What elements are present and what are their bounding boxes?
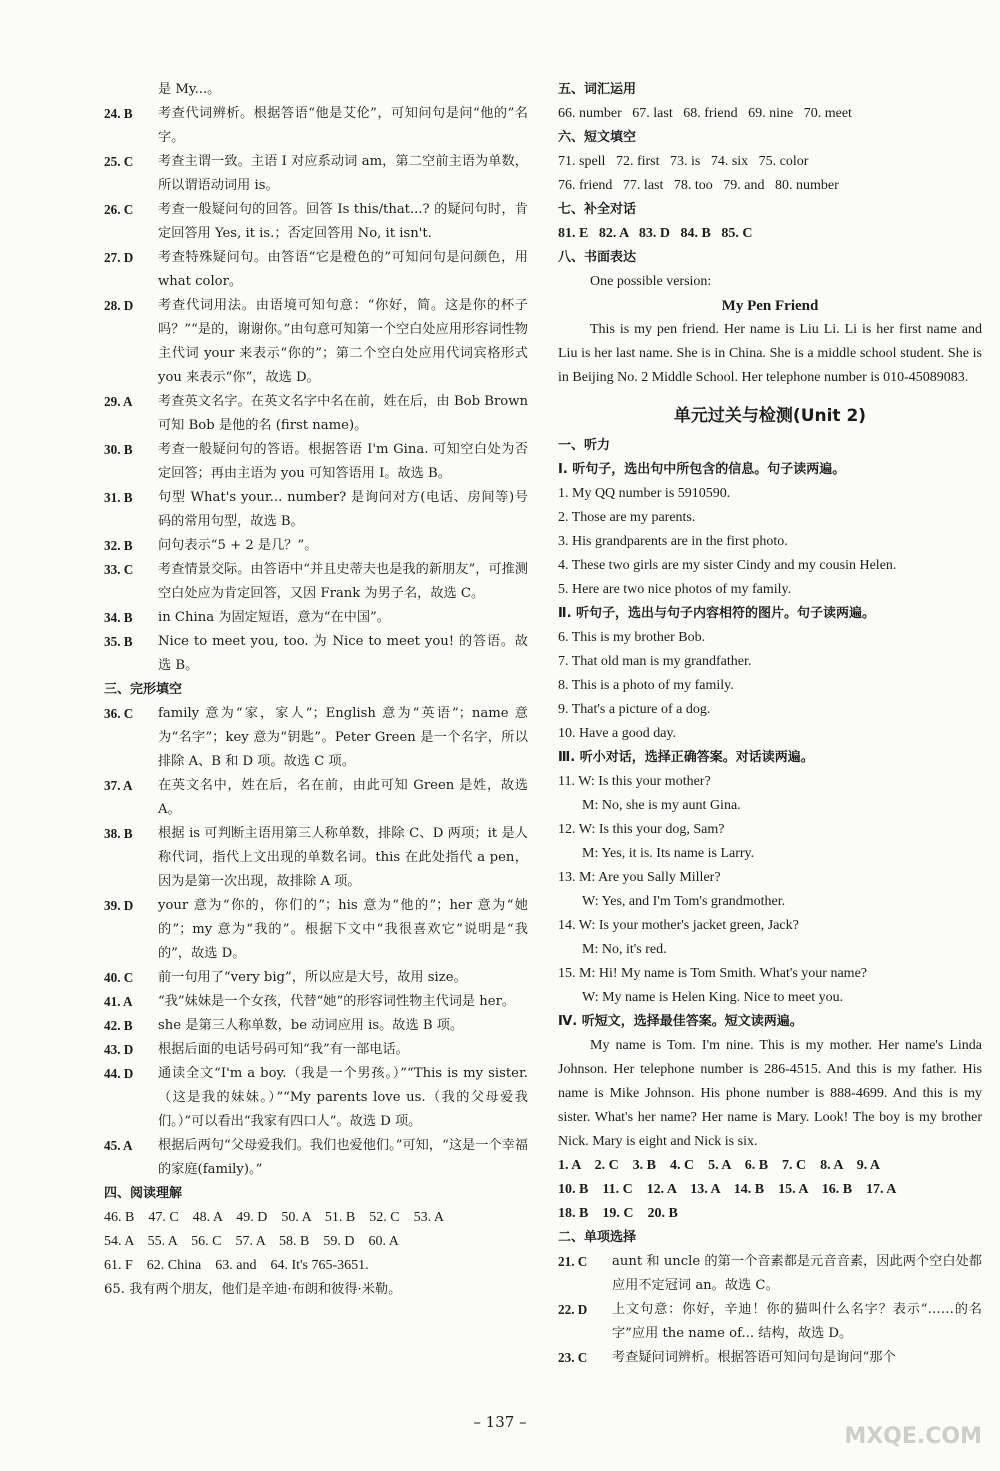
answer-item xyxy=(104,438,528,486)
answer-item xyxy=(104,1038,528,1062)
listening-line: 6. This is my brother Bob. xyxy=(558,630,706,645)
item-explanation: 考查主谓一致。主语 I 对应系动词 am，第二空前主语为单数，所以谓语动词用 is。 xyxy=(158,154,528,193)
answer-item xyxy=(104,78,528,102)
answer-item xyxy=(104,558,528,606)
answer-item xyxy=(104,894,528,966)
answer-item xyxy=(104,630,528,678)
section-heading: Ⅱ. 听句子，选出与句子内容相符的图片。句子读两遍。 xyxy=(558,606,876,621)
listening-line: 1. My QQ number is 5910590. xyxy=(558,486,731,501)
answer-item xyxy=(104,150,528,198)
item-explanation: “我”妹妹是一个女孩，代替“她”的形容词性物主代词是 her。 xyxy=(158,994,516,1009)
answer-item xyxy=(104,606,528,630)
listening-line: 2. Those are my parents. xyxy=(558,510,696,525)
item-explanation: your 意为“你的，你们的”；his 意为“他的”；her 意为“她的”；my 意为“我的”。根据下文中“我很喜欢它”说明是“我的”，故选 D。 xyxy=(158,898,528,961)
item-explanation: 根据后面的电话号码可知“我”有一部电话。 xyxy=(158,1042,409,1057)
section-heading: 四、阅读理解 xyxy=(104,1186,183,1201)
answer-item xyxy=(558,1346,982,1370)
item-number: 39. D xyxy=(104,898,134,913)
item-explanation: family 意为“家，家人”；English 意为“英语”；name 意为“名字”；key 意为“钥匙”。Peter Green 是一个名字，所以排除 A、B 和 D 项。故选 C 项。 xyxy=(158,706,528,769)
listening-line: 3. His grandparents are in the first photo. xyxy=(558,534,788,549)
answer-row: 1. A 2. C 3. B 4. C 5. A 6. B 7. C 8. A 9. A xyxy=(558,1158,881,1173)
item-number: 32. B xyxy=(104,538,133,553)
listening-line: 11. W: Is this your mother? xyxy=(558,774,711,789)
item-explanation: 前一句用了“very big”，所以应是大号，故用 size。 xyxy=(158,970,467,985)
listening-line: 7. That old man is my grandfather. xyxy=(558,654,752,669)
item-number xyxy=(104,78,158,102)
answer-item xyxy=(104,1134,528,1182)
item-number: 24. B xyxy=(104,106,133,121)
dialogue-line: M: Yes, it is. Its name is Larry. xyxy=(582,846,755,861)
dialogue-line: W: My name is Helen King. Nice to meet you. xyxy=(582,990,844,1005)
item-explanation: 考查情景交际。由答语中“并且史蒂夫也是我的新朋友”，可推测空白处应为肯定回答，又因 Frank 为男子名，故选 C。 xyxy=(158,562,528,601)
dialogue-line: W: Yes, and I'm Tom's grandmother. xyxy=(582,894,786,909)
item-number: 31. B xyxy=(104,490,133,505)
item-explanation: 通读全文“I'm a boy.（我是一个男孩。）”“This is my sister.（这是我的妹妹。）”“My parents love us.（我的父母爱我们。）”可以看出“我家有四口人”。故选 D 项。 xyxy=(158,1066,528,1129)
listening-line: 14. W: Is your mother's jacket green, Jack? xyxy=(558,918,799,933)
answer-item xyxy=(104,198,528,246)
answer-item xyxy=(104,702,528,774)
answer-row: 66. number 67. last 68. friend 69. nine 70. meet xyxy=(558,106,852,121)
answer-row: 81. E 82. A 83. D 84. B 85. C xyxy=(558,226,753,241)
item-explanation: Nice to meet you, too. 为 Nice to meet you! 的答语。故选 B。 xyxy=(158,634,528,673)
section-heading: 一、听力 xyxy=(558,438,611,453)
item-explanation: 是 My...。 xyxy=(158,82,221,97)
version-label: One possible version: xyxy=(590,274,712,289)
section-heading: 六、短文填空 xyxy=(558,130,637,145)
answer-item xyxy=(104,102,528,150)
answer-item xyxy=(558,1298,982,1346)
listening-line: 10. Have a good day. xyxy=(558,726,677,741)
page-number: – 137 – xyxy=(473,1413,527,1431)
item-number: 22. D xyxy=(558,1302,588,1317)
answer-item xyxy=(104,774,528,822)
item-number: 38. B xyxy=(104,826,133,841)
section-heading: Ⅳ. 听短文，选择最佳答案。短文读两遍。 xyxy=(558,1014,803,1029)
item-number: 30. B xyxy=(104,442,133,457)
answer-item xyxy=(104,822,528,894)
item-number: 21. C xyxy=(558,1254,588,1269)
item-number: 27. D xyxy=(104,250,134,265)
answer-item xyxy=(104,486,528,534)
item-number: 37. A xyxy=(104,778,133,793)
answer-row: 10. B 11. C 12. A 13. A 14. B 15. A 16. B 17. A xyxy=(558,1182,897,1197)
answer-item xyxy=(104,966,528,990)
item-number: 28. D xyxy=(104,298,134,313)
item-number: 26. C xyxy=(104,202,134,217)
answer-item xyxy=(104,246,528,294)
item-number: 43. D xyxy=(104,1042,134,1057)
answer-row: 18. B 19. C 20. B xyxy=(558,1206,678,1221)
listening-line: 15. M: Hi! My name is Tom Smith. What's your name? xyxy=(558,966,867,981)
item-number: 45. A xyxy=(104,1138,133,1153)
section-heading: Ⅰ. 听句子，选出句中所包含的信息。句子读两遍。 xyxy=(558,462,846,477)
answer-line: 65. 我有两个朋友，他们是辛迪·布朗和彼得·米勒。 xyxy=(104,1282,402,1297)
item-number: 41. A xyxy=(104,994,133,1009)
answer-item xyxy=(104,390,528,438)
answer-row: 46. B 47. C 48. A 49. D 50. A 51. B 52. C 53. A xyxy=(104,1210,444,1225)
item-number: 35. B xyxy=(104,634,133,649)
essay-title: My Pen Friend xyxy=(721,298,819,314)
section-heading: 八、书面表达 xyxy=(558,250,637,265)
answer-item xyxy=(104,294,528,390)
listening-line: 13. M: Are you Sally Miller? xyxy=(558,870,721,885)
item-number: 40. C xyxy=(104,970,134,985)
item-explanation: aunt 和 uncle 的第一个音素都是元音音素，因此两个空白处都应用不定冠词 an。故选 C。 xyxy=(612,1254,982,1293)
section-heading: 七、补全对话 xyxy=(558,202,637,217)
item-explanation: 考查特殊疑问句。由答语“它是橙色的”可知问句是问颜色，用 what color。 xyxy=(158,250,528,289)
answer-row: 71. spell 72. first 73. is 74. six 75. color xyxy=(558,154,809,169)
item-explanation: 考查一般疑问句的回答。回答 Is this/that...? 的疑问句时，肯定回答用 Yes, it is.；否定回答用 No, it isn't. xyxy=(158,202,528,241)
answer-item xyxy=(104,990,528,1014)
item-number: 42. B xyxy=(104,1018,133,1033)
section-heading: 二、单项选择 xyxy=(558,1230,637,1245)
item-explanation: in China 为固定短语，意为“在中国”。 xyxy=(158,610,390,625)
paragraph: This is my pen friend. Her name is Liu Li. Li is her first name and Liu is her last name. She is in China. She is a middle school student. She is in Beijing No. 2 Middle School. Her telephone number is 010-45089083. xyxy=(558,322,982,385)
item-explanation: 考查英文名字。在英文名字中名在前，姓在后，由 Bob Brown 可知 Bob 是他的名 (first name)。 xyxy=(158,394,528,433)
answer-row: 61. F 62. China 63. and 64. It's 765-3651. xyxy=(104,1258,369,1273)
listening-line: 12. W: Is this your dog, Sam? xyxy=(558,822,725,837)
item-explanation: she 是第三人称单数，be 动词应用 is。故选 B 项。 xyxy=(158,1018,464,1033)
item-number: 34. B xyxy=(104,610,133,625)
item-number: 33. C xyxy=(104,562,134,577)
item-number: 36. C xyxy=(104,706,134,721)
answer-item xyxy=(558,1250,982,1298)
listening-line: 9. That's a picture of a dog. xyxy=(558,702,711,717)
paragraph: My name is Tom. I'm nine. This is my mother. Her name's Linda Johnson. Her telephone number is 286-4515. And this is my father. His name is Mike Johnson. His phone number is 888-4699. And this is my sister. What's her name? Her name is Mary. Look! The boy is my brother Nick. Mary is eight and Nick is six. xyxy=(558,1038,982,1149)
listening-line: 8. This is a photo of my family. xyxy=(558,678,734,693)
item-explanation: 句型 What's your... number? 是询问对方(电话、房间等)号码的常用句型，故选 B。 xyxy=(158,490,528,529)
section-heading: 五、词汇运用 xyxy=(558,82,637,97)
item-explanation: 问句表示“5 + 2 是几？”。 xyxy=(158,538,318,553)
answer-item xyxy=(104,1014,528,1038)
item-explanation: 根据后两句“父母爱我们。我们也爱他们。”可知，“这是一个幸福的家庭(family)。” xyxy=(158,1138,528,1177)
section-heading: Ⅲ. 听小对话，选择正确答案。对话读两遍。 xyxy=(558,750,814,765)
item-number: 29. A xyxy=(104,394,133,409)
answer-row: 76. friend 77. last 78. too 79. and 80. number xyxy=(558,178,839,193)
item-explanation: 上文句意：你好，辛迪！你的猫叫什么名字？表示“……的名字”应用 the name of... 结构，故选 D。 xyxy=(612,1302,982,1341)
listening-line: 4. These two girls are my sister Cindy and my cousin Helen. xyxy=(558,558,897,573)
left-column xyxy=(104,78,528,1302)
item-explanation: 在英文名中，姓在后，名在前，由此可知 Green 是姓，故选 A。 xyxy=(158,778,528,817)
answer-item xyxy=(104,534,528,558)
watermark: MXQE.COM xyxy=(844,1424,982,1449)
dialogue-line: M: No, it's red. xyxy=(582,942,667,957)
item-explanation: 考查一般疑问句的答语。根据答语 I'm Gina. 可知空白处为否定回答；再由主语为 you 可知答语用 I。故选 B。 xyxy=(158,442,528,481)
item-explanation: 考查代词辨析。根据答语“他是艾伦”，可知问句是问“他的”名字。 xyxy=(158,106,528,145)
item-number: 23. C xyxy=(558,1350,588,1365)
answer-row: 54. A 55. A 56. C 57. A 58. B 59. D 60. A xyxy=(104,1234,399,1249)
right-column xyxy=(558,78,982,1370)
section-heading: 三、完形填空 xyxy=(104,682,183,697)
answer-item xyxy=(104,1062,528,1134)
item-explanation: 考查代词用法。由语境可知句意：“你好，简。这是你的杯子吗？”“是的，谢谢你。”由句意可知第一个空白处应用形容词性物主代词 your 来表示“你的”；第二个空白处应用代词宾格形式 you 来表示“你”，故选 D。 xyxy=(158,298,528,385)
item-explanation: 根据 is 可判断主语用第三人称单数，排除 C、D 两项；it 是人称代词，指代上文出现的单数名词。this 在此处指代 a pen，因为是第一次出现，故排除 A 项。 xyxy=(158,826,528,889)
item-number: 44. D xyxy=(104,1066,134,1081)
listening-line: 5. Here are two nice photos of my family. xyxy=(558,582,792,597)
item-number: 25. C xyxy=(104,154,134,169)
unit-title: 单元过关与检测(Unit 2) xyxy=(673,406,867,426)
item-explanation: 考查疑问词辨析。根据答语可知问句是询问“那个 xyxy=(612,1350,896,1365)
dialogue-line: M: No, she is my aunt Gina. xyxy=(582,798,741,813)
